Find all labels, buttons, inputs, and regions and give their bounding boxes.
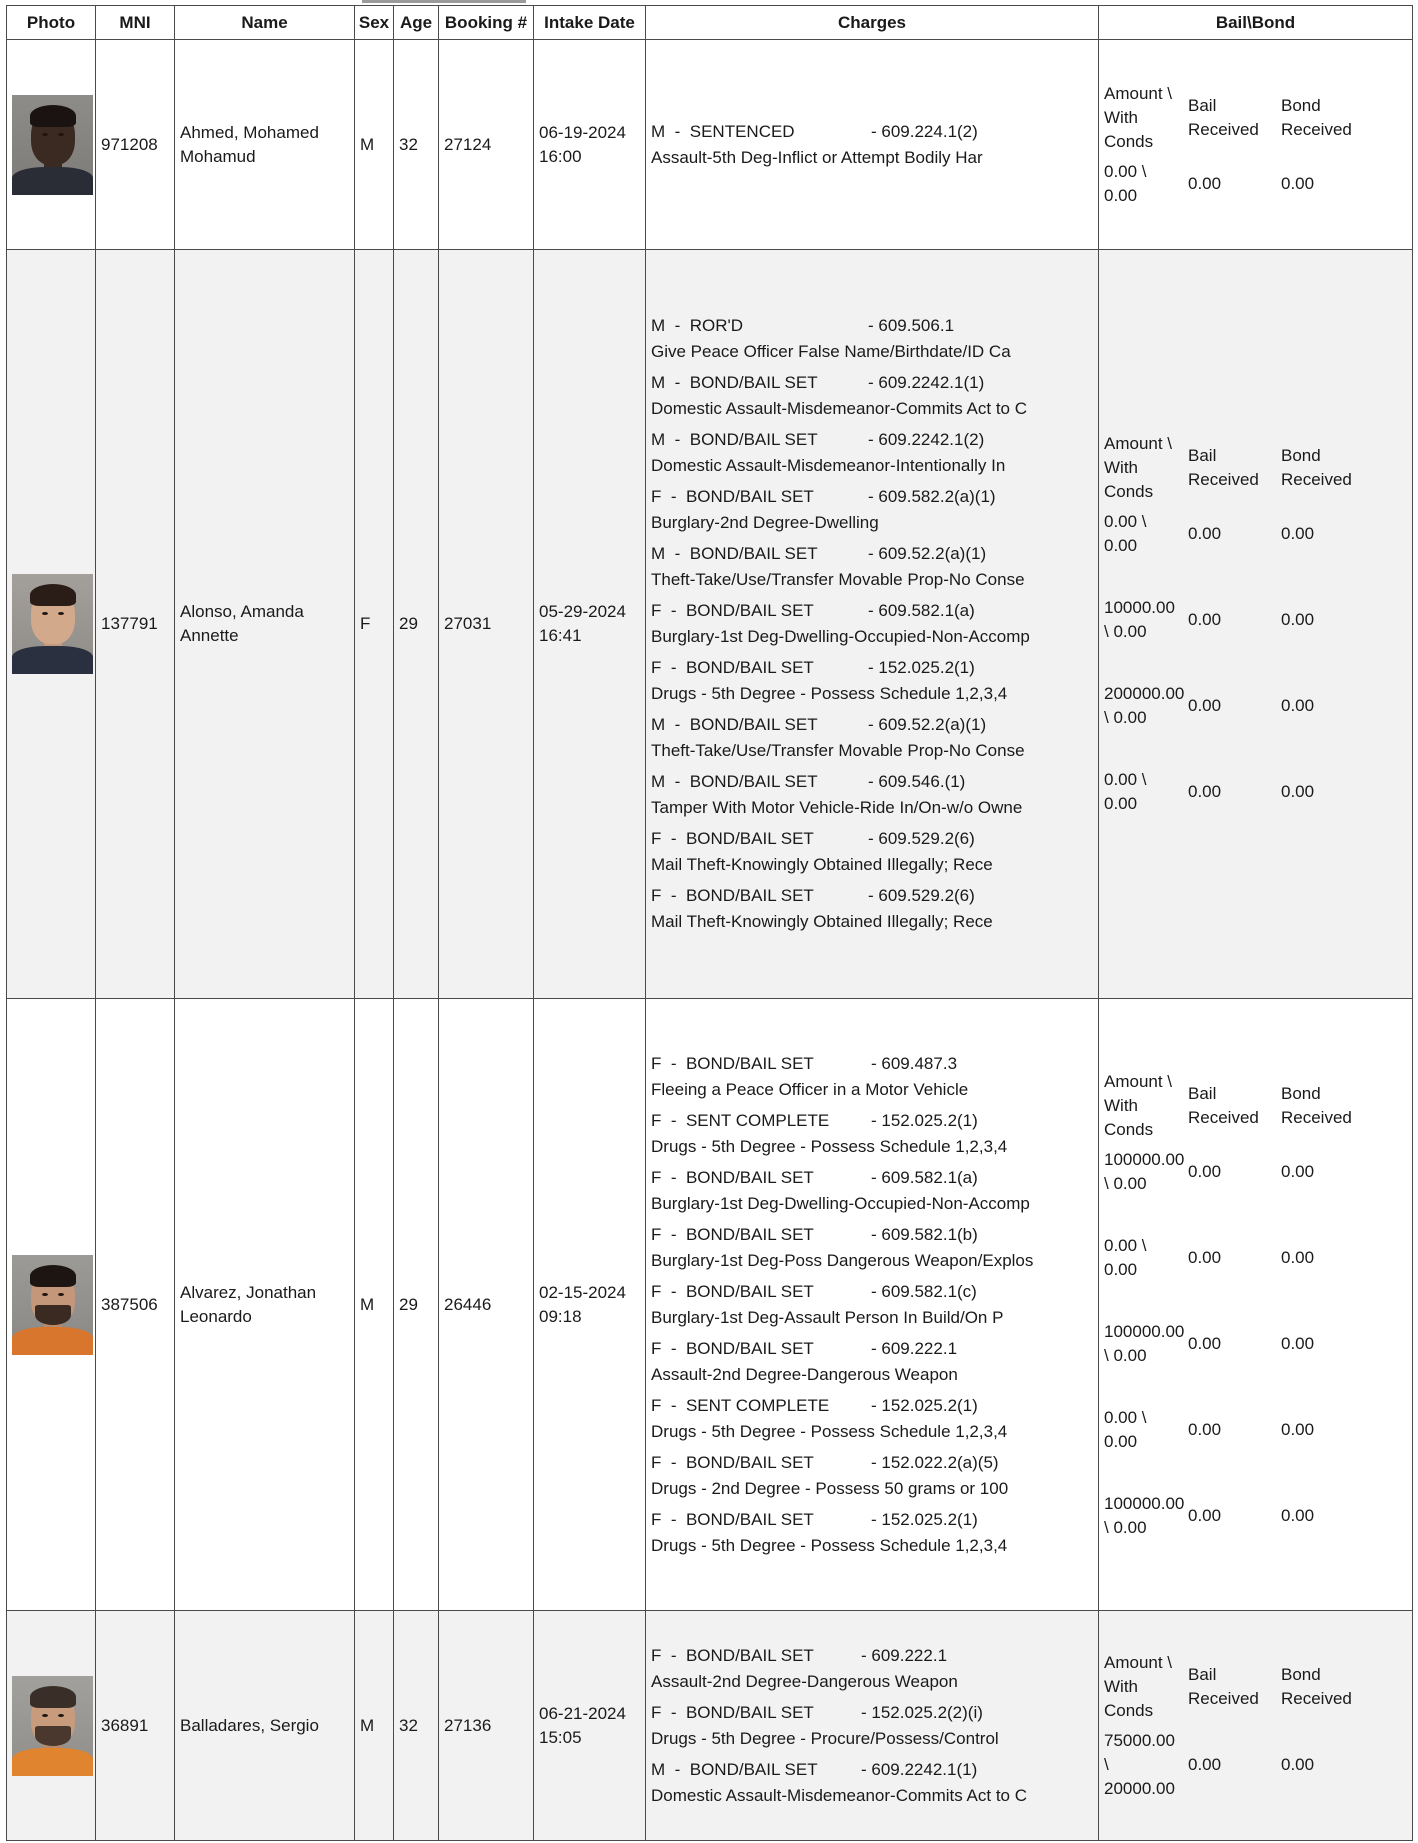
inmate-row: [7, 999, 1413, 1611]
bond-received: 0.00: [1281, 782, 1315, 801]
bail-bond-cell: [1099, 1611, 1413, 1841]
table-header-row: [7, 6, 1413, 40]
charges-cell: [646, 1611, 1099, 1841]
sex-cell: M: [355, 999, 394, 1611]
header-booking[interactable]: Booking #: [439, 6, 534, 40]
intake-cell: [534, 999, 646, 1611]
inmate-row: [7, 40, 1413, 250]
bail-amount: 100000.00 \ 0.00: [1104, 1149, 1185, 1193]
photo-cell: [7, 1611, 96, 1841]
intake-cell: [534, 40, 646, 250]
charge-item: M - ROR'D - 609.506.1 Give Peace Officer False Name/Birthdate/ID Ca: [651, 316, 1011, 361]
bail-header: Amount \ With Conds Bail Received Bond Received: [1104, 83, 1352, 151]
mugshot-photo[interactable]: [12, 1676, 93, 1776]
charge-item: F - BOND/BAIL SET - 609.487.3 Fleeing a Peace Officer in a Motor Vehicle: [651, 1053, 969, 1099]
charge-item: F - SENT COMPLETE - 152.025.2(1) Drugs - 5th Degree - Possess Schedule 1,2,3,4: [651, 1395, 1008, 1441]
bail-received: 0.00: [1188, 1247, 1222, 1267]
bail-row: [1104, 1234, 1407, 1282]
photo-cell: [7, 999, 96, 1611]
charge-item: F - BOND/BAIL SET - 609.222.1 Assault-2nd Degree-Dangerous Weapon: [651, 1338, 958, 1384]
booking-cell: 27136: [439, 1611, 534, 1841]
bail-received: 0.00: [1188, 1505, 1222, 1525]
header-charges[interactable]: Charges: [646, 6, 1099, 40]
charge-item: M - BOND/BAIL SET - 609.2242.1(1) Domestic Assault-Misdemeanor-Commits Act to C: [651, 1759, 1027, 1805]
bail-amount: 0.00 \ 0.00: [1104, 161, 1147, 205]
bail-row: [1104, 1729, 1407, 1801]
charges-cell: [646, 999, 1099, 1611]
bail-amount: 0.00 \ 0.00: [1104, 1235, 1147, 1279]
charge-item: F - SENT COMPLETE - 152.025.2(1) Drugs - 5th Degree - Possess Schedule 1,2,3,4: [651, 1110, 1008, 1156]
mni-cell: 971208: [96, 40, 175, 250]
intake-time: 16:00: [539, 146, 582, 166]
intake-date: 06-19-2024: [539, 122, 626, 142]
mugshot-photo[interactable]: [12, 1255, 93, 1355]
charge-statute: - 609.224.1(2): [871, 121, 978, 141]
charge-status: M - SENTENCED: [651, 121, 795, 141]
bond-received: 0.00: [1281, 524, 1315, 543]
charge-item: F - BOND/BAIL SET - 609.582.1(b) Burglary-1st Deg-Poss Dangerous Weapon/Explos: [651, 1224, 1034, 1270]
mugshot-photo[interactable]: [12, 574, 93, 674]
intake-date: 06-21-2024: [539, 1703, 626, 1723]
bail-row: [1104, 596, 1407, 644]
charge-item: F - BOND/BAIL SET - 152.025.2(1) Drugs - 5th Degree - Possess Schedule 1,2,3,4: [651, 1509, 1008, 1555]
booking-cell: 27124: [439, 40, 534, 250]
bail-row: [1104, 768, 1407, 816]
bail-row: [1104, 1320, 1407, 1368]
name-line: Balladares, Sergio: [180, 1715, 319, 1735]
age-cell: 29: [394, 999, 439, 1611]
bail-amount: 75000.00 \ 20000.00: [1104, 1730, 1175, 1798]
age-cell: 32: [394, 40, 439, 250]
header-intake-date[interactable]: Intake Date: [534, 6, 646, 40]
age-cell: 32: [394, 1611, 439, 1841]
name-line: Annette: [180, 626, 239, 645]
charge-item: F - BOND/BAIL SET - 609.529.2(6) Mail Theft-Knowingly Obtained Illegally; Rece: [651, 829, 993, 874]
photo-cell: [7, 40, 96, 250]
intake-time: 09:18: [539, 1306, 582, 1326]
bail-row: [1104, 160, 1407, 208]
name-line: Alvarez, Jonathan: [180, 1282, 317, 1302]
charge-item: M - BOND/BAIL SET - 609.2242.1(1) Domestic Assault-Misdemeanor-Commits Act to C: [651, 373, 1027, 418]
inmate-roster-table: [6, 5, 1413, 1841]
bail-received: 0.00: [1188, 782, 1222, 801]
name-line: Ahmed, Mohamed: [180, 122, 319, 142]
bail-amount: 100000.00 \ 0.00: [1104, 1493, 1185, 1537]
name-cell[interactable]: [175, 1611, 355, 1841]
bond-received: 0.00: [1281, 1333, 1315, 1353]
bail-received: 0.00: [1188, 610, 1222, 629]
bail-header: Amount \ With Conds Bail Received Bond Received: [1104, 1071, 1352, 1139]
bail-bond-cell: [1099, 999, 1413, 1611]
intake-date: 05-29-2024: [539, 602, 626, 621]
charge-item: F - BOND/BAIL SET - 152.022.2(a)(5) Drugs - 2nd Degree - Possess 50 grams or 100: [651, 1452, 1009, 1498]
intake-cell: [534, 1611, 646, 1841]
header-age[interactable]: Age: [394, 6, 439, 40]
bail-received: 0.00: [1188, 1161, 1222, 1181]
photo-cell: [7, 250, 96, 999]
name-line: Alonso, Amanda: [180, 602, 304, 621]
mni-cell: 387506: [96, 999, 175, 1611]
bail-received: 0.00: [1188, 1754, 1222, 1774]
bail-amount: 200000.00 \ 0.00: [1104, 684, 1185, 727]
inmate-row: [7, 1611, 1413, 1841]
booking-cell: 26446: [439, 999, 534, 1611]
bail-amount: 0.00 \ 0.00: [1104, 770, 1147, 813]
bond-received: 0.00: [1281, 173, 1315, 193]
booking-cell: 27031: [439, 250, 534, 999]
bond-received: 0.00: [1281, 1505, 1315, 1525]
bail-bond-cell: [1099, 40, 1413, 250]
mni-cell: 137791: [96, 250, 175, 999]
intake-date: 02-15-2024: [539, 1282, 626, 1302]
mni-cell: 36891: [96, 1611, 175, 1841]
charge-item: M - BOND/BAIL SET - 609.546.(1) Tamper With Motor Vehicle-Ride In/On-w/o Owne: [651, 772, 1023, 817]
header-bail-bond[interactable]: Bail\Bond: [1099, 6, 1413, 40]
bond-received: 0.00: [1281, 1247, 1315, 1267]
charges-cell: [646, 250, 1099, 999]
bail-received: 0.00: [1188, 1333, 1222, 1353]
bail-header: Amount \ With Conds Bail Received Bond Received: [1104, 1652, 1352, 1720]
name-line: Leonardo: [180, 1306, 252, 1326]
charge-item: F - BOND/BAIL SET - 152.025.2(1) Drugs - 5th Degree - Possess Schedule 1,2,3,4: [651, 658, 1008, 703]
charge-item: F - BOND/BAIL SET - 609.222.1 Assault-2nd Degree-Dangerous Weapon: [651, 1645, 958, 1691]
sex-cell: M: [355, 40, 394, 250]
intake-cell: [534, 250, 646, 999]
name-cell[interactable]: [175, 40, 355, 250]
bail-row: [1104, 510, 1407, 558]
mugshot-photo[interactable]: [12, 95, 93, 195]
bail-row: [1104, 1406, 1407, 1454]
charge-item: F - BOND/BAIL SET - 609.529.2(6) Mail Theft-Knowingly Obtained Illegally; Rece: [651, 886, 993, 931]
bail-received: 0.00: [1188, 696, 1222, 715]
charge-item: F - BOND/BAIL SET - 609.582.2(a)(1) Burglary-2nd Degree-Dwelling: [651, 487, 996, 532]
bail-header: Amount \ With Conds Bail Received Bond Received: [1104, 434, 1352, 501]
intake-time: 15:05: [539, 1727, 582, 1747]
charge-item: M - BOND/BAIL SET - 609.52.2(a)(1) Theft-Take/Use/Transfer Movable Prop-No Conse: [651, 544, 1025, 589]
charge-item: M - BOND/BAIL SET - 609.52.2(a)(1) Theft-Take/Use/Transfer Movable Prop-No Conse: [651, 715, 1025, 760]
charge-item: M - BOND/BAIL SET - 609.2242.1(2) Domestic Assault-Misdemeanor-Intentionally In: [651, 430, 1006, 475]
sex-cell: F: [355, 250, 394, 999]
bail-row: [1104, 682, 1407, 730]
bond-received: 0.00: [1281, 696, 1315, 715]
charge-item: F - BOND/BAIL SET - 609.582.1(a) Burglary-1st Deg-Dwelling-Occupied-Non-Accomp: [651, 601, 1030, 646]
bail-received: 0.00: [1188, 1419, 1222, 1439]
charges-cell: [646, 40, 1099, 250]
header-name[interactable]: Name: [175, 6, 355, 40]
age-cell: 29: [394, 250, 439, 999]
charge-item: [651, 119, 1093, 171]
bail-received: 0.00: [1188, 173, 1222, 193]
bail-amount: 0.00 \ 0.00: [1104, 1407, 1147, 1451]
intake-time: 16:41: [539, 626, 582, 645]
bail-bond-cell: [1099, 250, 1413, 999]
inmate-row: [7, 250, 1413, 999]
header-sex[interactable]: Sex: [355, 6, 394, 40]
header-mni[interactable]: MNI: [96, 6, 175, 40]
bail-row: [1104, 1148, 1407, 1196]
bond-received: 0.00: [1281, 1161, 1315, 1181]
charge-item: F - BOND/BAIL SET - 609.582.1(c) Burglary-1st Deg-Assault Person In Build/On P: [651, 1281, 1004, 1327]
charge-item: F - BOND/BAIL SET - 152.025.2(2)(i) Drugs - 5th Degree - Procure/Possess/Control: [651, 1702, 999, 1748]
bail-amount: 100000.00 \ 0.00: [1104, 1321, 1185, 1365]
bail-row: [1104, 1492, 1407, 1540]
top-edge-mark: [362, 0, 526, 3]
sex-cell: M: [355, 1611, 394, 1841]
bail-amount: 10000.00 \ 0.00: [1104, 598, 1175, 641]
bail-received: 0.00: [1188, 524, 1222, 543]
name-line: Mohamud: [180, 146, 256, 166]
bond-received: 0.00: [1281, 1419, 1315, 1439]
header-photo[interactable]: Photo: [7, 6, 96, 40]
bond-received: 0.00: [1281, 610, 1315, 629]
name-cell[interactable]: [175, 250, 355, 999]
charge-item: F - BOND/BAIL SET - 609.582.1(a) Burglary-1st Deg-Dwelling-Occupied-Non-Accomp: [651, 1167, 1030, 1213]
bail-amount: 0.00 \ 0.00: [1104, 512, 1147, 555]
name-cell[interactable]: [175, 999, 355, 1611]
bond-received: 0.00: [1281, 1754, 1315, 1774]
charge-description: Assault-5th Deg-Inflict or Attempt Bodily Har: [651, 147, 983, 167]
